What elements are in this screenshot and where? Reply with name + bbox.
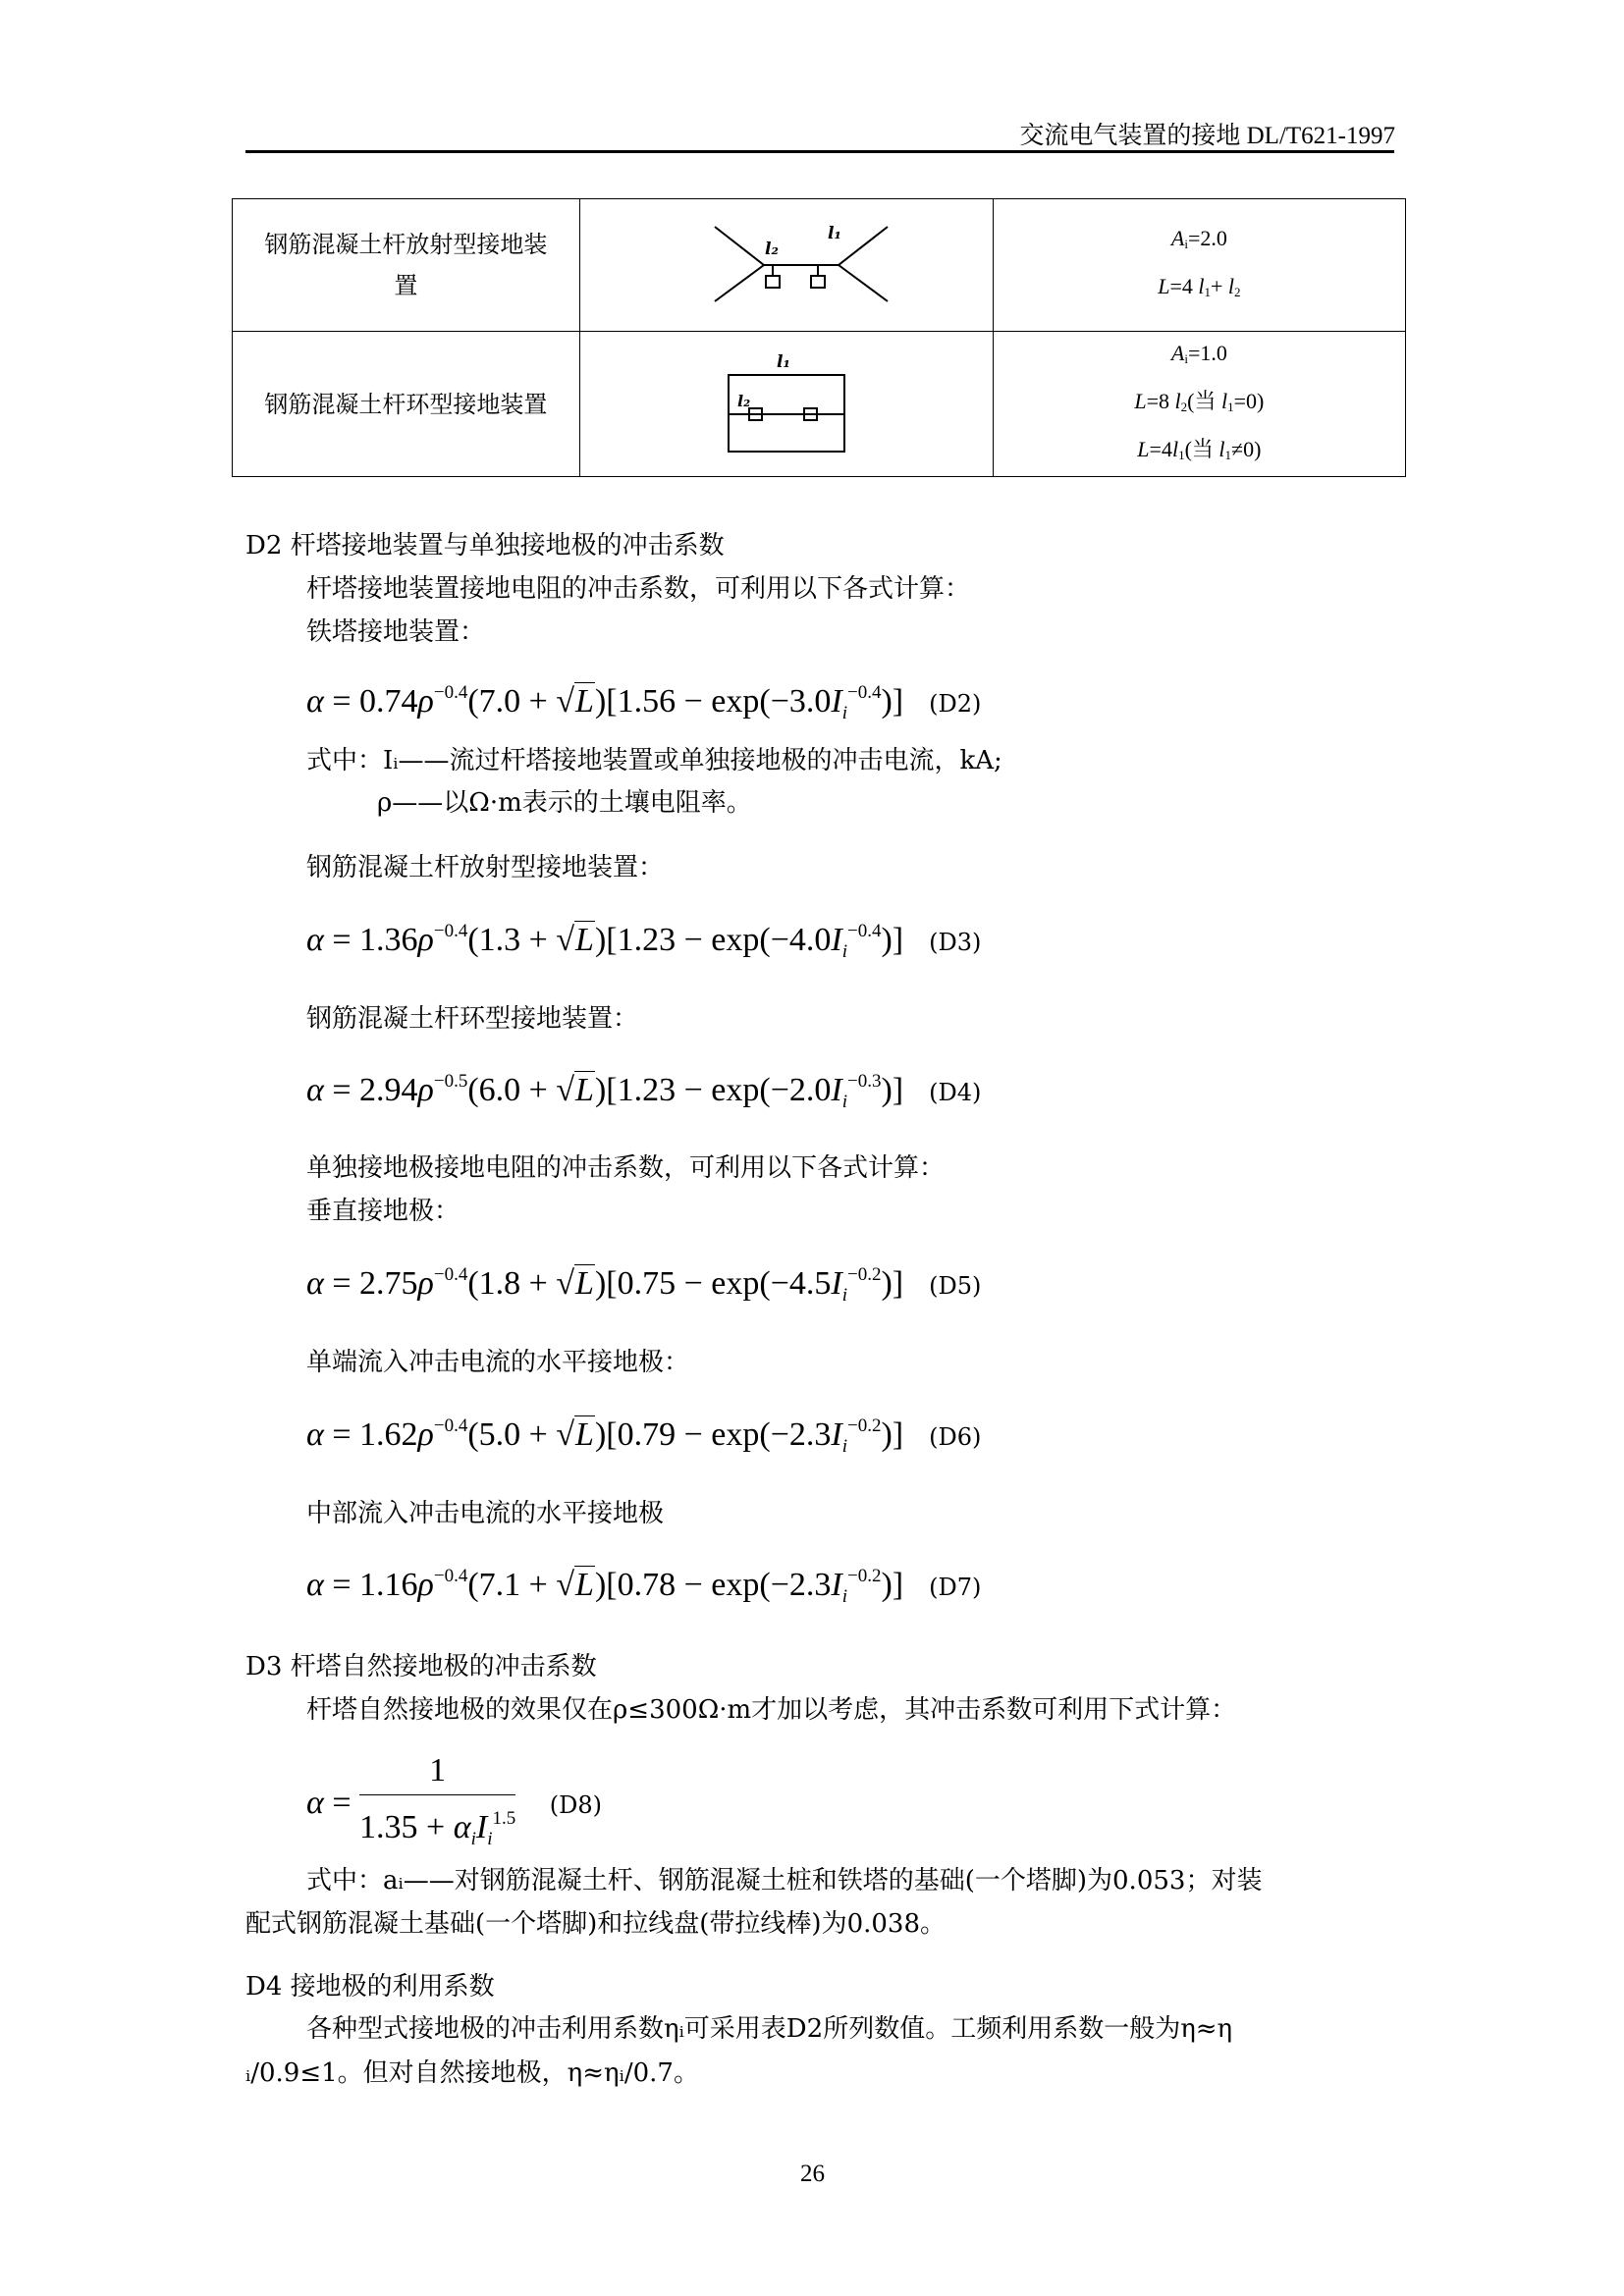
- paragraph: 杆塔自然接地极的效果仅在ρ≤300Ω·m才加以考虑，其冲击系数可利用下式计算：: [306, 1695, 1237, 1725]
- section-heading-d3: D3 杆塔自然接地极的冲击系数: [245, 1652, 597, 1682]
- running-header: 交流电气装置的接地 DL/T621-1997: [1019, 123, 1395, 149]
- paragraph: 钢筋混凝土杆环型接地装置：: [306, 1004, 639, 1034]
- fraction: $\frac{1}{1.35 + \alpha_iI_i^{1.5}}$: [359, 1749, 515, 1861]
- paragraph: 单端流入冲击电流的水平接地极：: [306, 1348, 690, 1377]
- radial-diagram: [579, 199, 993, 332]
- paragraph: 式中：Iᵢ——流过杆塔接地装置或单独接地极的冲击电流，kA;: [306, 746, 1002, 775]
- grounding-table: [232, 198, 1406, 477]
- row-formula: $A_i=2.0$ L=4 $l_1+ l_2$: [993, 199, 1405, 332]
- paragraph: 各种型式接地极的冲击利用系数ηᵢ可采用表D2所列数值。工频利用系数一般为η≈η: [306, 2014, 1233, 2044]
- paragraph: 中部流入冲击电流的水平接地极: [306, 1499, 665, 1528]
- equation-d2: $\alpha = 0.74\rho^{-0.4}(7.0 + √L)[1.56 - \exp(-3.0I_i^{-0.4})]$ (D2): [306, 682, 982, 723]
- paragraph: 铁塔接地装置：: [306, 617, 486, 647]
- equation-d8: α = $\frac{1}{1.35 + \alpha_iI_i^{1.5}}$ (D8): [306, 1749, 602, 1861]
- paragraph: 单独接地极接地电阻的冲击系数，可利用以下各式计算：: [306, 1153, 946, 1183]
- table-row: [233, 199, 1406, 332]
- paragraph: ρ——以Ω·m表示的土壤电阻率。: [377, 788, 752, 818]
- ring-diagram: [579, 332, 993, 477]
- equation-d3: $\alpha = 1.36\rho^{-0.4}(1.3 + √L)[1.23 - \exp(-4.0I_i^{-0.4})]$ (D3): [306, 921, 982, 962]
- equation-d5: $\alpha = 2.75\rho^{-0.4}(1.8 + √L)[0.75 - \exp(-4.5I_i^{-0.2})]$ (D5): [306, 1264, 982, 1306]
- row-name: 钢筋混凝土杆环型接地装置: [233, 332, 580, 477]
- equation-d7: $\alpha = 1.16\rho^{-0.4}(7.1 + √L)[0.78 - \exp(-2.3I_i^{-0.2})]$ (D7): [306, 1566, 982, 1607]
- l1-label: l₁: [827, 224, 841, 243]
- paragraph: 配式钢筋混凝土基础(一个塔脚)和拉线盘(带拉线棒)为0.038。: [245, 1909, 947, 1939]
- row-formula: $A_i=1.0$ L=8 $l_2$(当 $l_1=0$) $L=4l_1$(当 $l_1\ne 0$): [993, 332, 1405, 477]
- paragraph: 杆塔接地装置接地电阻的冲击系数，可利用以下各式计算：: [306, 574, 971, 604]
- equation-d4: $\alpha = 2.94\rho^{-0.5}(6.0 + √L)[1.23 - \exp(-2.0I_i^{-0.3})]$ (D4): [306, 1071, 982, 1112]
- section-heading-d4: D4 接地极的利用系数: [245, 1972, 495, 2002]
- l2-label: l₂: [764, 240, 779, 259]
- page-number: 26: [800, 2161, 825, 2187]
- table-row: [233, 332, 1406, 477]
- l2-label: l₂: [736, 391, 750, 410]
- paragraph: ᵢ/0.9≤1。但对自然接地极，η≈ηᵢ/0.7。: [245, 2058, 699, 2088]
- paragraph: 垂直接地极：: [306, 1197, 460, 1226]
- radial-diagram-svg: [580, 199, 993, 327]
- header-rule: [245, 150, 1394, 153]
- equation-d6: $\alpha = 1.62\rho^{-0.4}(5.0 + √L)[0.79 - \exp(-2.3I_i^{-0.2})]$ (D6): [306, 1415, 982, 1457]
- paragraph: 式中：aᵢ——对钢筋混凝土杆、钢筋混凝土桩和铁塔的基础(一个塔脚)为0.053；对装: [306, 1866, 1263, 1896]
- row-name: 钢筋混凝土杆放射型接地装置: [233, 199, 580, 332]
- ring-diagram-svg: [580, 338, 993, 467]
- paragraph: 钢筋混凝土杆放射型接地装置：: [306, 853, 665, 882]
- section-heading-d2: D2 杆塔接地装置与单独接地极的冲击系数: [245, 531, 725, 561]
- l1-label: l₁: [776, 351, 790, 372]
